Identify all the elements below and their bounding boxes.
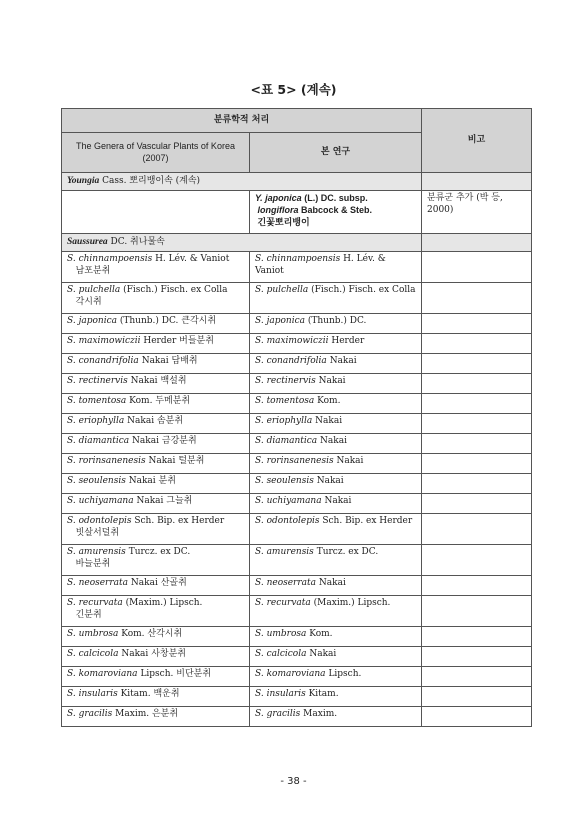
genera-cell (62, 314, 250, 334)
author: Kitam. (308, 689, 339, 699)
author: Nakai (130, 376, 158, 386)
species-name: S. rectinervis (255, 376, 316, 386)
study-cell (250, 494, 422, 514)
species-name: S. rectinervis (67, 376, 128, 386)
remarks-cell (422, 474, 532, 494)
study-cell (250, 454, 422, 474)
author: Nakai (128, 476, 156, 486)
subspecies-name: longiflora (257, 204, 299, 215)
author: (Fisch.) Fisch. ex Colla (123, 285, 228, 295)
remarks-cell (422, 354, 532, 374)
author: Nakai (318, 578, 346, 588)
author: Sch. Bip. ex Herder (134, 516, 225, 526)
remarks-cell (422, 454, 532, 474)
species-name: S. neoserrata (67, 578, 129, 588)
study-cell (250, 627, 422, 647)
header-taxonomy: 분류학적 처리 (62, 109, 422, 133)
korean-name: 큰각시취 (181, 316, 217, 326)
species-name: S. uchiyamana (67, 496, 134, 506)
genera-cell (62, 252, 250, 283)
korean-name: 산각시취 (147, 629, 183, 639)
table-row (62, 374, 532, 394)
table-row (62, 687, 532, 707)
study-cell (250, 394, 422, 414)
table-row (62, 252, 532, 283)
remarks-cell (422, 374, 532, 394)
species-name: S. diamantica (255, 436, 318, 446)
study-cell (250, 283, 422, 314)
author: Kom. (129, 396, 153, 406)
header-genera-col: The Genera of Vascular Plants of Korea (2007) (62, 133, 250, 173)
genus-row-saussurea (62, 234, 532, 252)
remarks-cell (422, 173, 532, 191)
author: H. Lév. & Vaniot (155, 254, 230, 264)
author: Turcz. ex DC. (316, 547, 379, 557)
remarks-cell (422, 576, 532, 596)
remarks-cell (422, 434, 532, 454)
author: Nakai (320, 436, 347, 446)
author: (Maxim.) Lipsch. (313, 598, 391, 608)
study-cell (250, 545, 422, 576)
genera-cell (62, 627, 250, 647)
species-name: S. komaroviana (255, 669, 326, 679)
genera-cell (62, 494, 250, 514)
author: Nakai (336, 456, 364, 466)
author: Kom. (317, 396, 341, 406)
table-row (62, 667, 532, 687)
species-name: S. maximowiczii (255, 336, 329, 346)
species-name: Y. japonica (255, 193, 302, 203)
korean-name: 백운취 (153, 689, 180, 699)
species-name: S. recurvata (255, 598, 311, 608)
korean-name: 비단분취 (176, 669, 212, 679)
genera-cell (62, 707, 250, 727)
study-cell (250, 191, 422, 234)
species-name: S. gracilis (255, 709, 301, 719)
table-row (62, 394, 532, 414)
remarks-cell (422, 667, 532, 687)
genera-cell (62, 474, 250, 494)
species-name: S. pulchella (67, 285, 121, 295)
author: (Fisch.) Fisch. ex Colla (311, 285, 416, 295)
table-row (62, 627, 532, 647)
korean-name: 은분취 (151, 709, 179, 719)
species-name: S. uchiyamana (255, 496, 322, 506)
author: (Thunb.) DC. (119, 316, 179, 326)
species-name: S. pulchella (255, 285, 309, 295)
species-name: S. umbrosa (67, 629, 119, 639)
species-name: S. chinnampoensis (67, 254, 153, 264)
table-row (62, 434, 532, 454)
author: Nakai (132, 436, 159, 446)
species-name: S. amurensis (67, 547, 126, 557)
genera-cell (62, 596, 250, 627)
species-name: S. neoserrata (255, 578, 317, 588)
genera-cell (62, 576, 250, 596)
species-name: S. umbrosa (255, 629, 307, 639)
taxonomy-table (61, 108, 532, 727)
study-cell (250, 667, 422, 687)
table-row (62, 354, 532, 374)
table-row (62, 545, 532, 576)
species-name: S. rorinsanenesis (67, 456, 146, 466)
species-name: S. eriophylla (67, 416, 125, 426)
species-name: S. chinnampoensis (255, 254, 341, 264)
genera-cell (62, 414, 250, 434)
author: (Maxim.) Lipsch. (125, 598, 203, 608)
author: Herder (331, 336, 365, 346)
korean-name: 바늘분취 (75, 558, 111, 569)
table-row (62, 454, 532, 474)
author: Sch. Bip. ex Herder (322, 516, 413, 526)
species-name: S. conandrifolia (67, 356, 139, 366)
author: Nakai (141, 356, 169, 366)
species-name: S. conandrifolia (255, 356, 327, 366)
korean-name: 백설취 (160, 376, 187, 386)
author: Nakai (318, 376, 346, 386)
study-cell (250, 596, 422, 627)
species-name: S. tomentosa (255, 396, 315, 406)
table-row (62, 283, 532, 314)
species-name: S. seoulensis (255, 476, 314, 486)
study-cell (250, 687, 422, 707)
genera-cell (62, 374, 250, 394)
study-cell (250, 707, 422, 727)
author: Kom. (309, 629, 333, 639)
page-number: - 38 - (280, 776, 307, 787)
remarks-cell (422, 314, 532, 334)
author: Nakai (121, 649, 149, 659)
remarks-cell (422, 334, 532, 354)
genera-cell (62, 434, 250, 454)
genera-cell (62, 454, 250, 474)
genera-cell (62, 514, 250, 545)
remarks-cell (422, 394, 532, 414)
study-cell (250, 576, 422, 596)
species-name: S. recurvata (67, 598, 123, 608)
study-cell (250, 252, 422, 283)
species-name: S. insularis (67, 689, 118, 699)
study-cell (250, 514, 422, 545)
table-row (62, 514, 532, 545)
study-cell (250, 414, 422, 434)
author: Maxim. (115, 709, 150, 719)
author: H. Lév. & Vaniot (255, 254, 386, 276)
header-remarks: 비고 (422, 109, 532, 173)
korean-name: 담배취 (171, 356, 198, 366)
genera-cell (62, 687, 250, 707)
species-name: S. odontolepis (255, 516, 320, 526)
author: Nakai (127, 416, 155, 426)
remarks-cell (422, 494, 532, 514)
species-name: S. rorinsanenesis (255, 456, 334, 466)
subspecies-author: Babcock & Steb. (301, 204, 373, 215)
korean-name: 긴꽃뽀리뱅이 (257, 216, 310, 227)
remarks-cell (422, 647, 532, 667)
study-cell (250, 434, 422, 454)
table-title: <표 5> (계속) (250, 82, 337, 97)
table-row-youngia (62, 191, 532, 234)
genus-saussurea (62, 234, 422, 252)
table-row (62, 647, 532, 667)
species-name: S. gracilis (67, 709, 113, 719)
genus-row-youngia (62, 173, 532, 191)
species-name: S. seoulensis (67, 476, 126, 486)
korean-name: 산골취 (160, 578, 187, 588)
genera-cell (62, 334, 250, 354)
author: Lipsch. (140, 669, 174, 679)
genera-cell (62, 354, 250, 374)
korean-name: 솜분취 (156, 416, 184, 426)
genus-name: Saussurea (67, 237, 108, 247)
genera-cell (62, 647, 250, 667)
remarks-cell (422, 545, 532, 576)
table-row (62, 494, 532, 514)
species-name: S. japonica (67, 316, 117, 326)
remarks-cell (422, 596, 532, 627)
study-cell (250, 474, 422, 494)
korean-name: 금강분취 (161, 436, 197, 446)
remarks-cell (422, 687, 532, 707)
remarks-cell (422, 514, 532, 545)
genus-rest: Cass. 뽀리뱅이속 (계속) (102, 176, 201, 186)
species-name: S. maximowiczii (67, 336, 141, 346)
remarks-cell (422, 252, 532, 283)
author: Nakai (315, 416, 343, 426)
table-row (62, 414, 532, 434)
species-name: S. japonica (255, 316, 305, 326)
species-name: S. eriophylla (255, 416, 313, 426)
author: Lipsch. (328, 669, 362, 679)
author: Nakai (324, 496, 352, 506)
korean-name: 두메분취 (155, 396, 191, 406)
genera-cell (62, 394, 250, 414)
author: Nakai (130, 578, 158, 588)
author: (Thunb.) DC. (307, 316, 367, 326)
study-cell (250, 647, 422, 667)
genus-name: Youngia (67, 176, 100, 186)
genera-cell (62, 545, 250, 576)
genera-cell (62, 283, 250, 314)
genus-youngia (62, 173, 422, 191)
study-cell (250, 314, 422, 334)
species-name: S. diamantica (67, 436, 130, 446)
header-study-col: 본 연구 (250, 133, 422, 173)
table-row (62, 707, 532, 727)
table-row (62, 314, 532, 334)
korean-name: 사창분취 (151, 649, 186, 659)
korean-name: 남포분취 (75, 265, 111, 276)
korean-name: 털분취 (178, 456, 205, 466)
author: Kitam. (120, 689, 151, 699)
remarks-cell: 분류군 추가 (박 등, 2000) (422, 191, 532, 234)
remarks-cell (422, 283, 532, 314)
species-name: S. calcicola (67, 649, 119, 659)
author: Nakai (329, 356, 357, 366)
remarks-cell (422, 627, 532, 647)
author: Nakai (148, 456, 176, 466)
author: Nakai (316, 476, 344, 486)
remarks-cell (422, 414, 532, 434)
species-name: S. komaroviana (67, 669, 138, 679)
species-name: S. tomentosa (67, 396, 127, 406)
table-row (62, 334, 532, 354)
korean-name: 분취 (158, 476, 176, 486)
table-row (62, 596, 532, 627)
author: Nakai (309, 649, 337, 659)
korean-name: 각시취 (75, 296, 102, 307)
korean-name: 버들분취 (179, 336, 214, 346)
species-name: S. insularis (255, 689, 306, 699)
species-name: S. calcicola (255, 649, 307, 659)
author: Kom. (121, 629, 145, 639)
species-name: S. odontolepis (67, 516, 132, 526)
genus-rest: DC. 취나물속 (110, 237, 165, 247)
remarks-cell (422, 234, 532, 252)
author: Herder (143, 336, 177, 346)
korean-name: 그늘취 (166, 496, 193, 506)
table-row (62, 474, 532, 494)
author: Turcz. ex DC. (128, 547, 191, 557)
remarks-cell (422, 707, 532, 727)
korean-name: 긴분취 (75, 609, 102, 620)
species-name: S. amurensis (255, 547, 314, 557)
genera-cell (62, 191, 250, 234)
author: Maxim. (303, 709, 338, 719)
study-cell (250, 374, 422, 394)
study-cell (250, 354, 422, 374)
table-row (62, 576, 532, 596)
genera-cell (62, 667, 250, 687)
korean-name: 빗살서덜취 (75, 527, 120, 538)
author: (L.) DC. subsp. (304, 193, 368, 203)
author: Nakai (136, 496, 164, 506)
study-cell (250, 334, 422, 354)
